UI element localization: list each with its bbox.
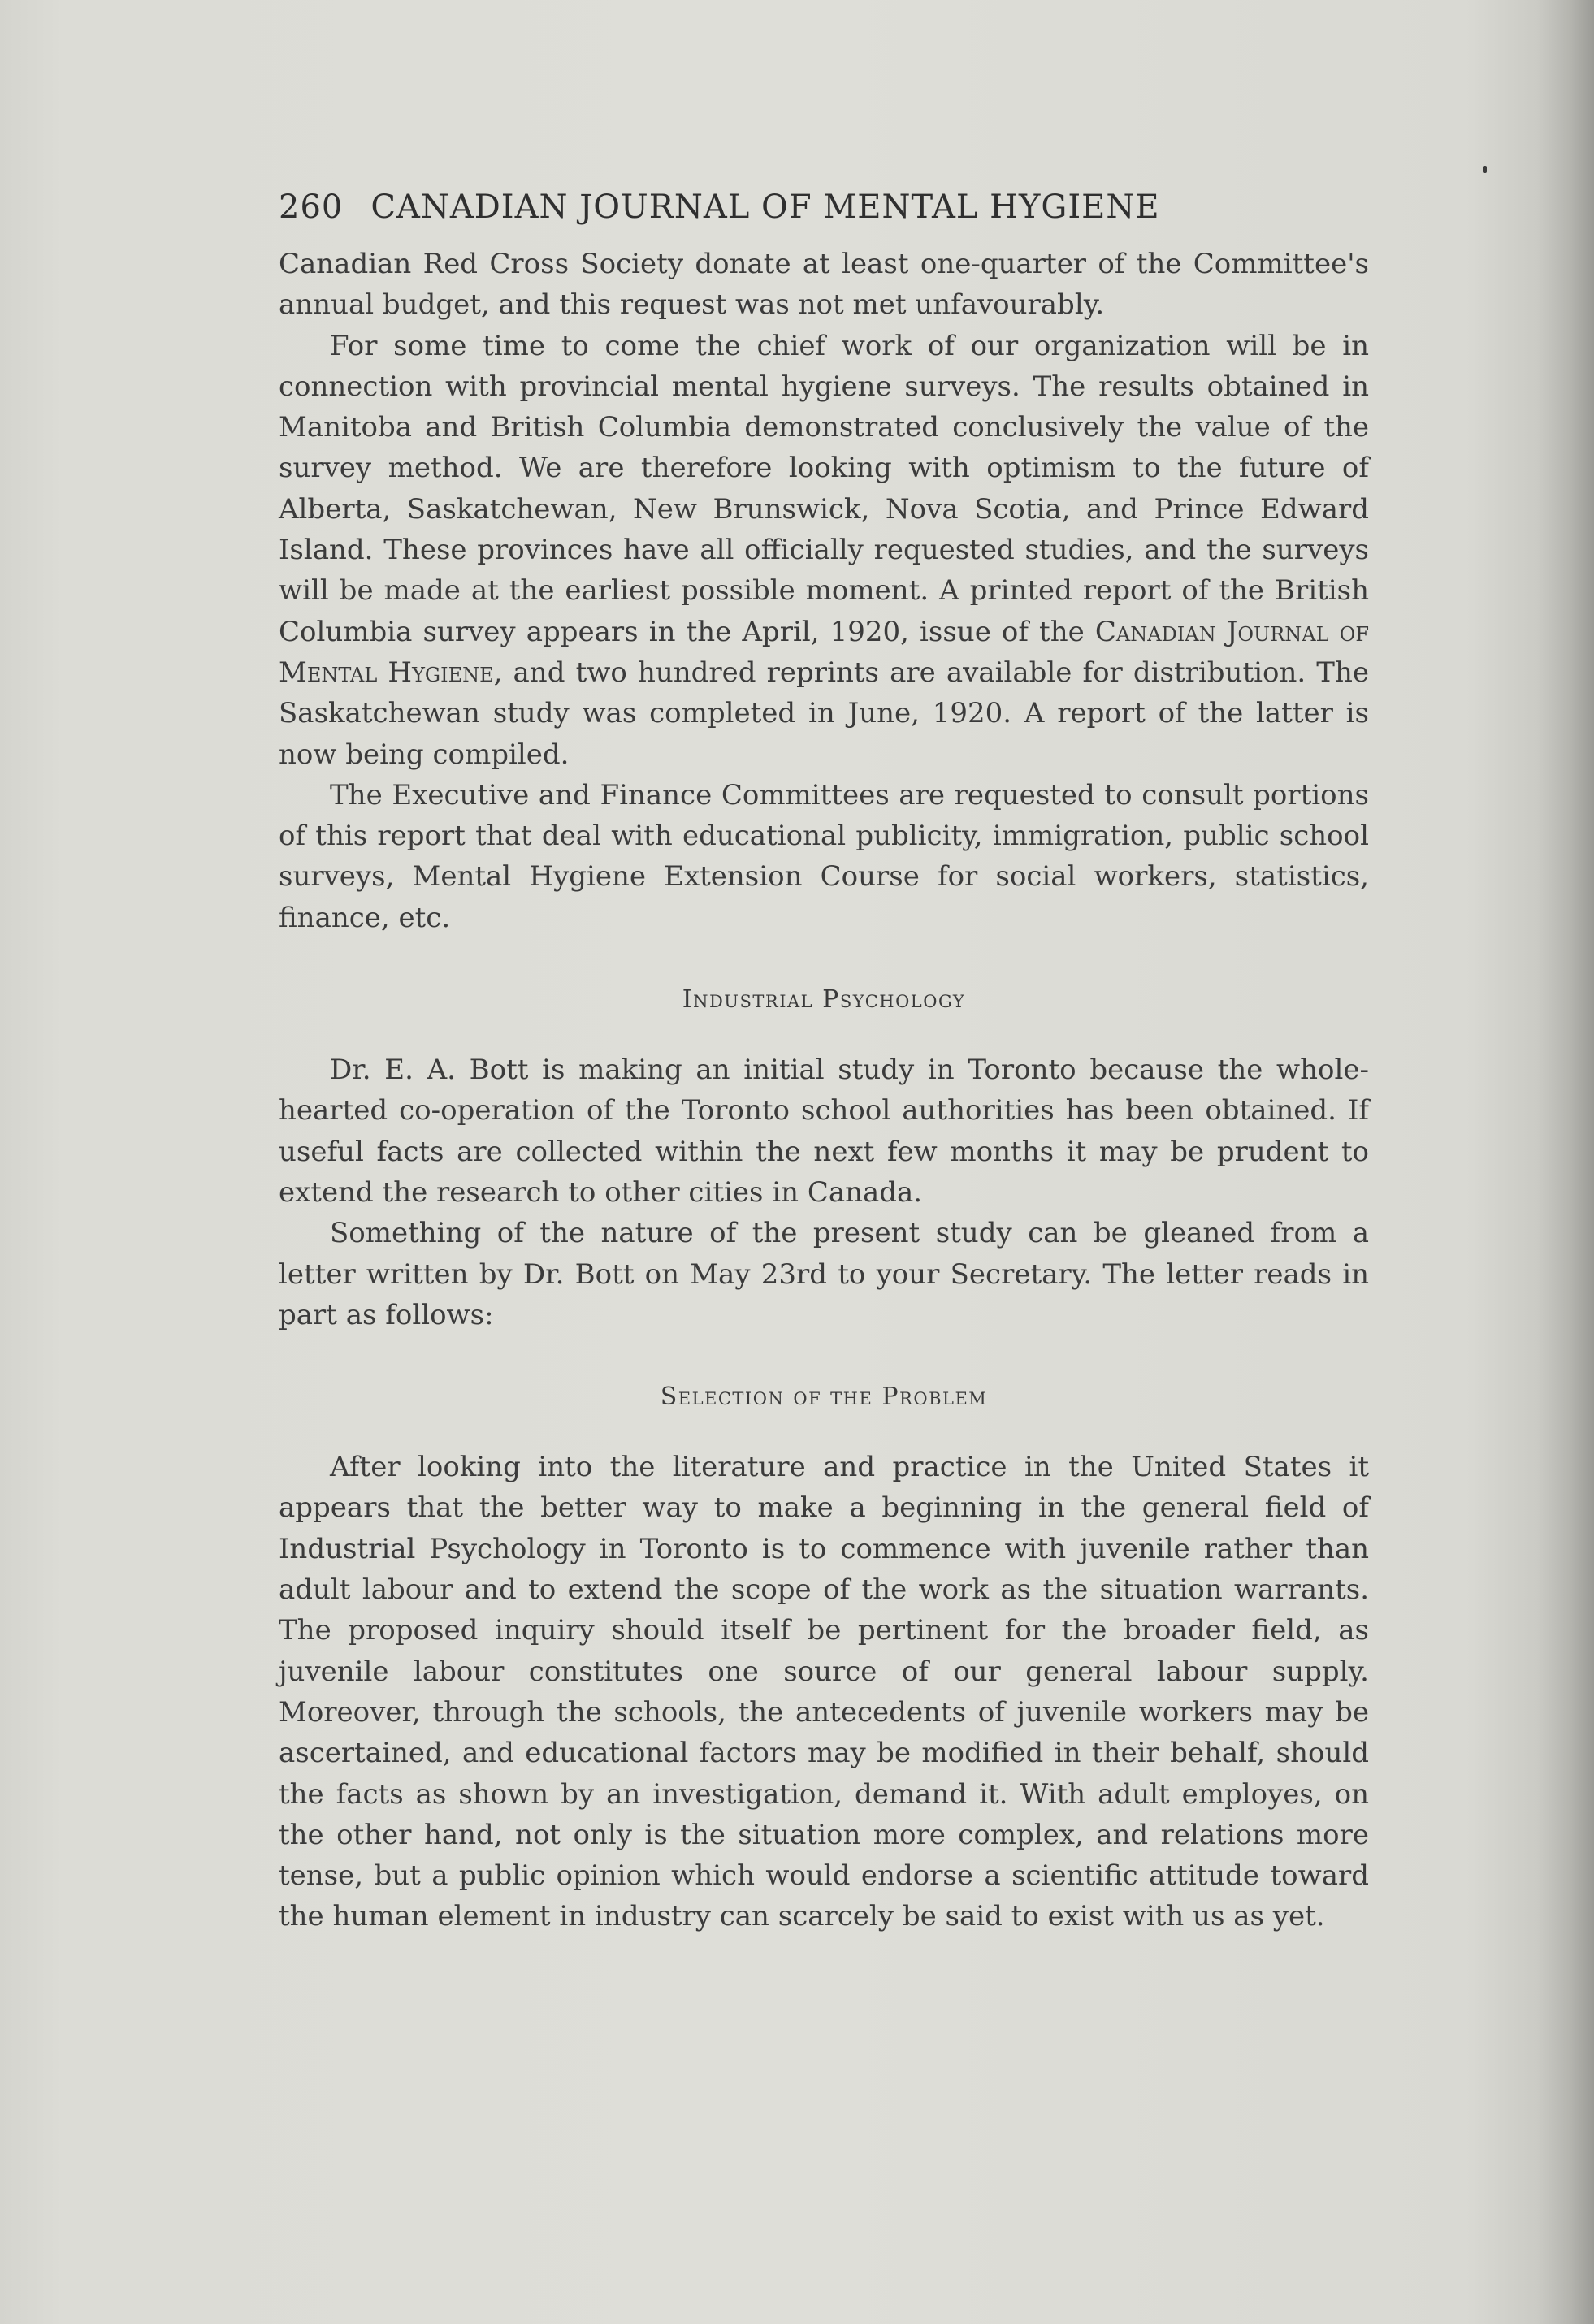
paragraph-committees: The Executive and Finance Committees are requested to consult portions of this report that deal with educational publicity, immigration, public school surveys, Mental Hygiene Extension Course for social workers, statistics, finance, etc. [279, 778, 1369, 934]
paragraph-bott-study: Dr. E. A. Bott is making an initial study in Toronto because the whole-hearted co-operation of the Toronto school authorities has been obtained. If useful facts are collected within the next few months it may be prudent to extend the research to other cities in Canada. [279, 1054, 1369, 1209]
section-heading-selection-of-problem: Selection of the Problem [660, 1383, 988, 1412]
scan-speck [1483, 166, 1487, 173]
running-head [279, 188, 1369, 226]
page-number: 260 [279, 188, 344, 226]
page-edge-shadow [1537, 0, 1594, 2324]
page-content [279, 188, 1369, 1937]
paragraph-bott-letter: Something of the nature of the present study can be gleaned from a letter written by Dr. Bott on May 23rd to your Secretary. The letter reads in part as follows: [279, 1217, 1369, 1331]
paragraph-surveys [279, 326, 1369, 775]
journal-title: CANADIAN JOURNAL OF MENTAL HYGIENE [370, 188, 1160, 226]
inline-journal-name: Canadian Journal of Mental Hygiene [279, 615, 1369, 689]
paragraph-selection: After looking into the literature and practice in the United States it appears that the better way to make a beginning in the general field of Industrial Psychology in Toronto is to commence with juvenile rather than adult labour and to extend the scope of the work as the situation warrants. The proposed inquiry should itself be pertinent for the broader field, as juvenile labour constitutes one source of our general labour supply. Moreover, through the schools, the antecedents of juvenile workers may be ascertained, and educational factors may be modified in their behalf, should the facts as shown by an investigation, demand it. With adult employes, on the other hand, not only is the situation more complex, and relations more tense, but a public opinion which would endorse a scientific attitude toward the human element in industry can scarcely be said to exist with us as yet. [279, 1451, 1369, 1933]
paragraph-continuation: Canadian Red Cross Society donate at least one-quarter of the Committee's annual budget, and this request was not met unfavourably. [279, 248, 1369, 322]
paragraph-surveys-tail: , and two hundred reprints are available for distribution. The Saskatchewan study was completed in June, 1920. A report of the latter is now being compiled. [279, 656, 1369, 771]
section-heading-industrial-psychology: Industrial Psychology [682, 985, 966, 1015]
paragraph-surveys-text: For some time to come the chief work of our organization will be in connection with provincial mental hygiene surveys. The results obtained in Manitoba and British Columbia demonstrated conclusively the value of the survey method. We are therefore looking with optimism to the future of Alberta, Saskatchewan, New Brunswick, Nova Scotia, and Prince Edward Island. These provinces have all officially requested studies, and the surveys will be made at the earliest possible moment. A printed report of the British Columbia survey appears in the April, 1920, issue of the [279, 329, 1369, 648]
